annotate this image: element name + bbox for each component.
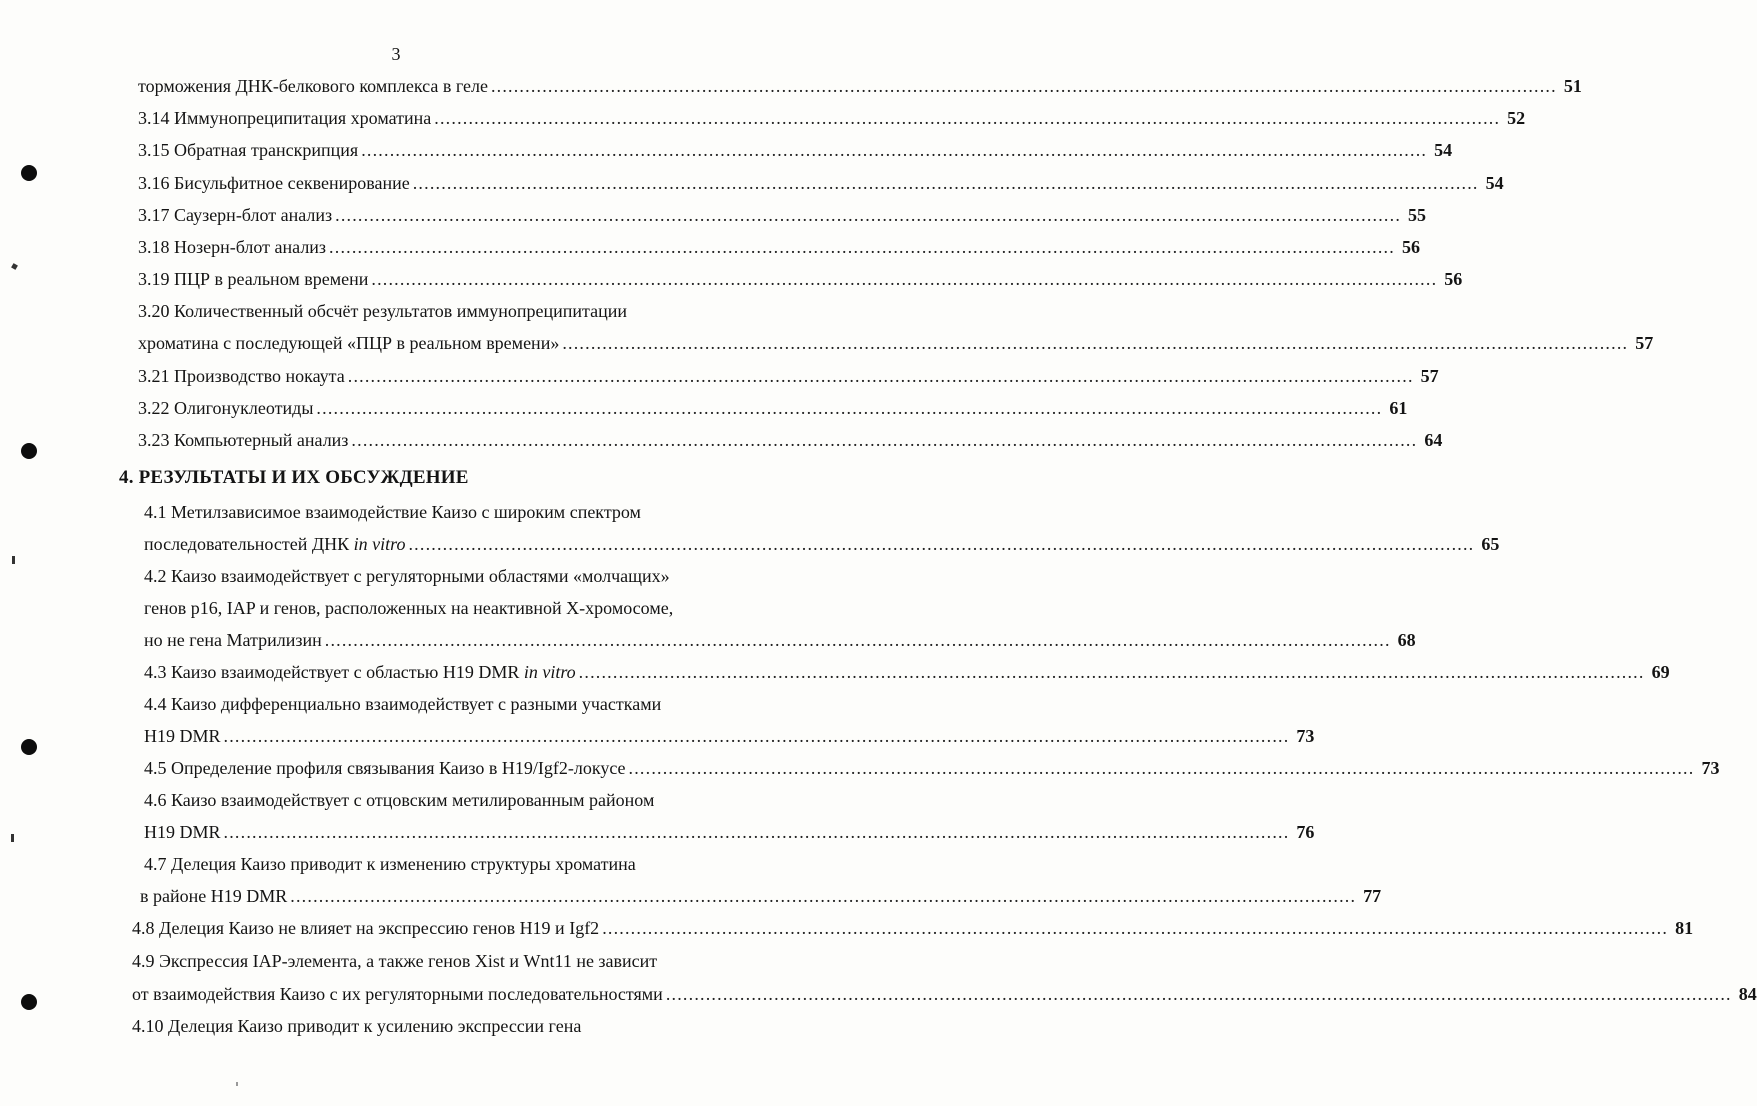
toc-page-number: 77	[1363, 886, 1382, 906]
toc-entry	[138, 396, 1408, 420]
toc-entry-italic: in vitro	[523, 662, 576, 682]
toc-page-number: 84	[1738, 984, 1757, 1004]
toc-entry	[132, 982, 1757, 1006]
toc-page-number: 56	[1444, 269, 1463, 289]
toc-entry-label: в районе H19 DMR	[140, 886, 288, 906]
toc-entry-label: 3.16 Бисульфитное секвенирование	[138, 173, 410, 193]
scan-speck	[11, 263, 18, 270]
toc-page-number: 57	[1420, 366, 1439, 386]
toc-entry	[138, 428, 1443, 452]
toc-leader: ...........................................................................................................................................................................................	[316, 398, 1383, 418]
toc-entry	[138, 331, 1654, 355]
toc-leader: ...........................................................................................................................................................................................	[223, 726, 1290, 746]
toc-entry-label: 3.14 Иммунопреципитация хроматина	[138, 108, 432, 128]
toc-page-number: 54	[1434, 140, 1453, 160]
scan-speck	[12, 556, 15, 564]
toc-entry-label: генов p16, IAP и генов, расположенных на неактивной Х-хромосоме,	[144, 598, 674, 618]
toc-page-number: 65	[1481, 534, 1500, 554]
scan-speck	[236, 1082, 238, 1086]
toc-entry-label: 3.22 Олигонуклеотиды	[138, 398, 314, 418]
toc-leader: ...........................................................................................................................................................................................	[408, 534, 1475, 554]
toc-leader: ...........................................................................................................................................................................................	[324, 630, 1391, 650]
toc-entry	[144, 628, 1416, 652]
scan-speck	[11, 834, 14, 842]
toc-entry-text: последовательностей ДНК	[144, 534, 350, 554]
toc-leader: ...........................................................................................................................................................................................	[578, 662, 1645, 682]
binder-hole	[21, 165, 37, 181]
toc-entry-label: 4.2 Каизо взаимодействует с регуляторными областями «молчащих»	[144, 566, 670, 586]
toc-entry	[144, 532, 1500, 556]
toc-entry-label: 3.23 Компьютерный анализ	[138, 430, 349, 450]
toc-entry-label: H19 DMR	[144, 726, 221, 746]
toc-entry-text: 4.3 Каизо взаимодействует с областью H19 DMR	[144, 662, 520, 682]
toc-entry-label: хроматина с последующей «ПЦР в реальном времени»	[138, 333, 560, 353]
toc-leader: ...........................................................................................................................................................................................	[562, 333, 1629, 353]
toc-entry-label: 3.21 Производство нокаута	[138, 366, 345, 386]
toc-page-number: 73	[1296, 726, 1315, 746]
toc-page-number: 52	[1507, 108, 1526, 128]
toc-page-number: 69	[1651, 662, 1670, 682]
toc-leader: ...........................................................................................................................................................................................	[371, 269, 1438, 289]
toc-page-number: 54	[1485, 173, 1504, 193]
toc-entry	[138, 267, 1463, 291]
toc-entry-label	[144, 532, 405, 556]
toc-leader: ...........................................................................................................................................................................................	[290, 886, 1357, 906]
toc-entry-label: 4.4 Каизо дифференциально взаимодействует с разными участками	[144, 694, 662, 714]
toc-entry	[138, 235, 1420, 259]
binder-hole	[21, 739, 37, 755]
section-heading: 4. РЕЗУЛЬТАТЫ И ИХ ОБСУЖДЕНИЕ	[119, 467, 469, 488]
toc-page-number: 81	[1675, 918, 1694, 938]
toc-entry	[132, 916, 1694, 940]
toc-page-number: 73	[1701, 758, 1720, 778]
toc-page-number: 56	[1401, 237, 1420, 257]
toc-leader: ...........................................................................................................................................................................................	[351, 430, 1418, 450]
toc-leader: ...........................................................................................................................................................................................	[628, 758, 1695, 778]
toc-entry-label: 4.10 Делеция Каизо приводит к усилению экспрессии гена	[132, 1016, 582, 1036]
toc-entry-label: 4.9 Экспрессия IAP-элемента, а также генов Xist и Wnt11 не зависит	[132, 951, 658, 971]
binder-hole	[21, 994, 37, 1010]
toc-entry-label: 3.20 Количественный обсчёт результатов иммунопреципитации	[138, 301, 627, 321]
toc-page-number: 57	[1635, 333, 1654, 353]
toc-entry	[138, 203, 1427, 227]
toc-leader: ...........................................................................................................................................................................................	[602, 918, 1669, 938]
toc-leader: ...........................................................................................................................................................................................	[329, 237, 1395, 257]
toc-entry-label: H19 DMR	[144, 822, 221, 842]
toc-entry	[144, 724, 1315, 748]
toc-entry-label: 3.19 ПЦР в реальном времени	[138, 269, 369, 289]
toc-entry-label: 4.8 Делеция Каизо не влияет на экспрессию генов H19 и Igf2	[132, 918, 600, 938]
toc-page-number: 64	[1424, 430, 1443, 450]
toc-leader: ...........................................................................................................................................................................................	[335, 205, 1402, 225]
toc-page-number: 51	[1563, 76, 1582, 96]
toc-leader: ...........................................................................................................................................................................................	[412, 173, 1479, 193]
toc-leader: ...........................................................................................................................................................................................	[223, 822, 1290, 842]
toc-entry-label: но не гена Матрилизин	[144, 630, 322, 650]
toc-entry	[138, 364, 1439, 388]
toc-leader: ...........................................................................................................................................................................................	[434, 108, 1501, 128]
toc-entry-label: торможения ДНК-белкового комплекса в геле	[138, 76, 488, 96]
toc-leader: ...........................................................................................................................................................................................	[347, 366, 1414, 386]
toc-entry	[138, 138, 1453, 162]
toc-entry-label: 3.15 Обратная транскрипция	[138, 140, 359, 160]
toc-entry	[144, 756, 1720, 780]
toc-entry-label: 3.18 Нозерн-блот анализ	[138, 237, 327, 257]
toc-page-number: 76	[1296, 822, 1315, 842]
toc-page-number: 61	[1389, 398, 1408, 418]
toc-entry-label: 4.7 Делеция Каизо приводит к изменению структуры хроматина	[144, 854, 636, 874]
toc-page-number: 55	[1408, 205, 1427, 225]
toc-entry	[138, 106, 1526, 130]
toc-leader: ...........................................................................................................................................................................................	[665, 984, 1732, 1004]
toc-entry	[144, 820, 1315, 844]
toc-entry	[140, 884, 1382, 908]
toc-entry-label: 4.6 Каизо взаимодействует с отцовским метилированным районом	[144, 790, 655, 810]
toc-entry	[138, 171, 1504, 195]
toc-leader: ...........................................................................................................................................................................................	[361, 140, 1428, 160]
page-number: 3	[391, 44, 401, 64]
toc-entry-label: 4.1 Метилзависимое взаимодействие Каизо с широким спектром	[144, 502, 641, 522]
toc-entry-italic: in vitro	[353, 534, 406, 554]
toc-entry-label: 3.17 Саузерн-блот анализ	[138, 205, 333, 225]
toc-entry	[144, 660, 1670, 684]
toc-entry	[138, 74, 1582, 98]
binder-hole	[21, 443, 37, 459]
toc-entry-label: от взаимодействия Каизо с их регуляторными последовательностями	[132, 984, 663, 1004]
toc-leader: ...........................................................................................................................................................................................	[490, 76, 1557, 96]
toc-entry-label: 4.5 Определение профиля связывания Каизо в H19/Igf2-локусе	[144, 758, 626, 778]
toc-page-number: 68	[1397, 630, 1416, 650]
toc-entry-label	[144, 660, 576, 684]
